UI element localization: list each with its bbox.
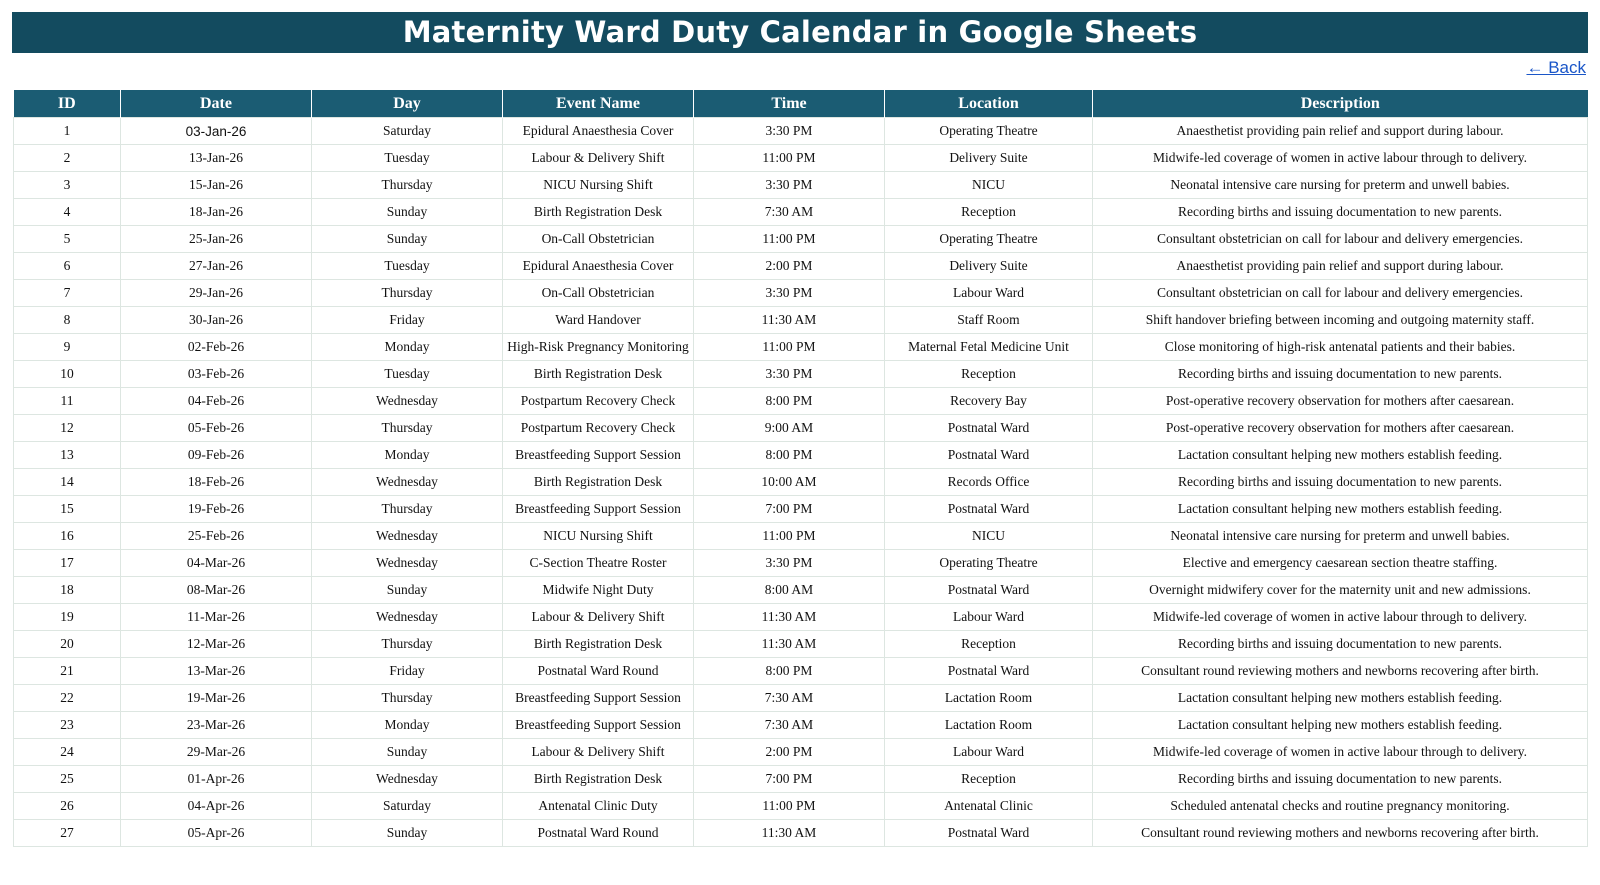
cell-id[interactable]: 6 bbox=[14, 253, 121, 280]
title-bar bbox=[12, 12, 1588, 53]
cell-date[interactable]: 19-Mar-26 bbox=[121, 685, 312, 712]
cell-date[interactable]: 05-Feb-26 bbox=[121, 415, 312, 442]
cell-id[interactable]: 19 bbox=[14, 604, 121, 631]
cell-description[interactable]: Lactation consultant helping new mothers establish feeding. bbox=[1093, 442, 1588, 469]
table-row bbox=[14, 469, 1588, 496]
cell-description[interactable]: Recording births and issuing documentation to new parents. bbox=[1093, 469, 1588, 496]
cell-description[interactable]: Lactation consultant helping new mothers establish feeding. bbox=[1093, 712, 1588, 739]
column-header-date: Date bbox=[121, 90, 312, 118]
cell-event-name[interactable]: On-Call Obstetrician bbox=[503, 226, 694, 253]
cell-description[interactable]: Recording births and issuing documentation to new parents. bbox=[1093, 361, 1588, 388]
table-row bbox=[14, 496, 1588, 523]
cell-id[interactable]: 16 bbox=[14, 523, 121, 550]
cell-id[interactable]: 18 bbox=[14, 577, 121, 604]
cell-description[interactable]: Scheduled antenatal checks and routine pregnancy monitoring. bbox=[1093, 793, 1588, 820]
cell-day[interactable]: Sunday bbox=[312, 820, 503, 847]
cell-time[interactable]: 11:00 PM bbox=[694, 793, 885, 820]
cell-id[interactable]: 15 bbox=[14, 496, 121, 523]
table-row bbox=[14, 415, 1588, 442]
cell-id[interactable]: 12 bbox=[14, 415, 121, 442]
cell-time[interactable]: 7:00 PM bbox=[694, 766, 885, 793]
cell-time[interactable]: 7:30 AM bbox=[694, 712, 885, 739]
cell-id[interactable]: 23 bbox=[14, 712, 121, 739]
cell-id[interactable]: 11 bbox=[14, 388, 121, 415]
cell-id[interactable]: 9 bbox=[14, 334, 121, 361]
cell-event-name[interactable]: Labour & Delivery Shift bbox=[503, 145, 694, 172]
cell-description[interactable]: Lactation consultant helping new mothers establish feeding. bbox=[1093, 496, 1588, 523]
cell-date[interactable]: 12-Mar-26 bbox=[121, 631, 312, 658]
table-row bbox=[14, 793, 1588, 820]
cell-location[interactable]: Postnatal Ward bbox=[885, 658, 1093, 685]
cell-id[interactable]: 25 bbox=[14, 766, 121, 793]
cell-day[interactable]: Wednesday bbox=[312, 523, 503, 550]
cell-time[interactable]: 11:30 AM bbox=[694, 604, 885, 631]
cell-day[interactable]: Thursday bbox=[312, 496, 503, 523]
cell-date[interactable]: 01-Apr-26 bbox=[121, 766, 312, 793]
table-row bbox=[14, 172, 1588, 199]
cell-day[interactable]: Sunday bbox=[312, 226, 503, 253]
cell-location[interactable]: Delivery Suite bbox=[885, 253, 1093, 280]
table-row bbox=[14, 361, 1588, 388]
column-header-event-name: Event Name bbox=[503, 90, 694, 118]
cell-description[interactable]: Shift handover briefing between incoming and outgoing maternity staff. bbox=[1093, 307, 1588, 334]
cell-day[interactable]: Wednesday bbox=[312, 604, 503, 631]
table-row bbox=[14, 334, 1588, 361]
cell-event-name[interactable]: Epidural Anaesthesia Cover bbox=[503, 253, 694, 280]
cell-date[interactable]: 30-Jan-26 bbox=[121, 307, 312, 334]
cell-event-name[interactable]: Postnatal Ward Round bbox=[503, 658, 694, 685]
cell-day[interactable]: Tuesday bbox=[312, 361, 503, 388]
cell-date[interactable]: 13-Jan-26 bbox=[121, 145, 312, 172]
cell-time[interactable]: 11:30 AM bbox=[694, 307, 885, 334]
cell-location[interactable]: Postnatal Ward bbox=[885, 820, 1093, 847]
cell-day[interactable]: Saturday bbox=[312, 793, 503, 820]
cell-event-name[interactable]: Birth Registration Desk bbox=[503, 469, 694, 496]
cell-event-name[interactable]: Midwife Night Duty bbox=[503, 577, 694, 604]
cell-time[interactable]: 8:00 AM bbox=[694, 577, 885, 604]
cell-event-name[interactable]: Birth Registration Desk bbox=[503, 199, 694, 226]
cell-event-name[interactable]: Epidural Anaesthesia Cover bbox=[503, 118, 694, 145]
cell-description[interactable]: Anaesthetist providing pain relief and support during labour. bbox=[1093, 118, 1588, 145]
cell-id[interactable]: 10 bbox=[14, 361, 121, 388]
table-row bbox=[14, 118, 1588, 145]
table-row bbox=[14, 442, 1588, 469]
cell-description[interactable]: Overnight midwifery cover for the maternity unit and new admissions. bbox=[1093, 577, 1588, 604]
cell-date[interactable]: 11-Mar-26 bbox=[121, 604, 312, 631]
cell-event-name[interactable]: Postpartum Recovery Check bbox=[503, 415, 694, 442]
cell-time[interactable]: 11:00 PM bbox=[694, 334, 885, 361]
cell-event-name[interactable]: Labour & Delivery Shift bbox=[503, 739, 694, 766]
table-row bbox=[14, 388, 1588, 415]
cell-id[interactable]: 24 bbox=[14, 739, 121, 766]
cell-date[interactable]: 09-Feb-26 bbox=[121, 442, 312, 469]
page-title: Maternity Ward Duty Calendar in Google Sheets bbox=[402, 15, 1198, 49]
cell-description[interactable]: Midwife-led coverage of women in active labour through to delivery. bbox=[1093, 739, 1588, 766]
cell-time[interactable]: 3:30 PM bbox=[694, 118, 885, 145]
column-header-time: Time bbox=[694, 90, 885, 118]
cell-time[interactable]: 7:30 AM bbox=[694, 199, 885, 226]
cell-location[interactable]: Reception bbox=[885, 631, 1093, 658]
cell-date[interactable]: 04-Feb-26 bbox=[121, 388, 312, 415]
cell-date[interactable]: 18-Jan-26 bbox=[121, 199, 312, 226]
cell-day[interactable]: Thursday bbox=[312, 631, 503, 658]
cell-event-name[interactable]: Postnatal Ward Round bbox=[503, 820, 694, 847]
cell-day[interactable]: Monday bbox=[312, 442, 503, 469]
cell-id[interactable]: 7 bbox=[14, 280, 121, 307]
cell-id[interactable]: 8 bbox=[14, 307, 121, 334]
column-header-id: ID bbox=[14, 90, 121, 118]
cell-time[interactable]: 2:00 PM bbox=[694, 253, 885, 280]
cell-date[interactable]: 05-Apr-26 bbox=[121, 820, 312, 847]
cell-time[interactable]: 9:00 AM bbox=[694, 415, 885, 442]
cell-date[interactable]: 29-Mar-26 bbox=[121, 739, 312, 766]
cell-id[interactable]: 3 bbox=[14, 172, 121, 199]
cell-date[interactable]: 13-Mar-26 bbox=[121, 658, 312, 685]
cell-time[interactable]: 7:30 AM bbox=[694, 685, 885, 712]
cell-event-name[interactable]: Birth Registration Desk bbox=[503, 631, 694, 658]
table-row bbox=[14, 766, 1588, 793]
cell-time[interactable]: 8:00 PM bbox=[694, 658, 885, 685]
table-row bbox=[14, 550, 1588, 577]
cell-day[interactable]: Tuesday bbox=[312, 145, 503, 172]
cell-id[interactable]: 5 bbox=[14, 226, 121, 253]
cell-event-name[interactable]: Birth Registration Desk bbox=[503, 766, 694, 793]
cell-day[interactable]: Tuesday bbox=[312, 253, 503, 280]
cell-day[interactable]: Friday bbox=[312, 658, 503, 685]
cell-date[interactable]: 02-Feb-26 bbox=[121, 334, 312, 361]
cell-event-name[interactable]: Birth Registration Desk bbox=[503, 361, 694, 388]
cell-time[interactable]: 11:30 AM bbox=[694, 631, 885, 658]
cell-location[interactable]: Labour Ward bbox=[885, 739, 1093, 766]
cell-date[interactable]: 27-Jan-26 bbox=[121, 253, 312, 280]
cell-location[interactable]: Recovery Bay bbox=[885, 388, 1093, 415]
cell-location[interactable]: Operating Theatre bbox=[885, 118, 1093, 145]
cell-description[interactable]: Lactation consultant helping new mothers establish feeding. bbox=[1093, 685, 1588, 712]
cell-day[interactable]: Thursday bbox=[312, 280, 503, 307]
cell-id[interactable]: 26 bbox=[14, 793, 121, 820]
cell-day[interactable]: Thursday bbox=[312, 415, 503, 442]
table-row bbox=[14, 577, 1588, 604]
cell-day[interactable]: Monday bbox=[312, 712, 503, 739]
table-row bbox=[14, 280, 1588, 307]
back-link[interactable]: ← Back bbox=[1526, 58, 1586, 77]
cell-day[interactable]: Wednesday bbox=[312, 469, 503, 496]
cell-event-name[interactable]: NICU Nursing Shift bbox=[503, 523, 694, 550]
cell-date[interactable]: 08-Mar-26 bbox=[121, 577, 312, 604]
cell-event-name[interactable]: Breastfeeding Support Session bbox=[503, 712, 694, 739]
cell-location[interactable]: Labour Ward bbox=[885, 604, 1093, 631]
cell-event-name[interactable]: Breastfeeding Support Session bbox=[503, 496, 694, 523]
cell-day[interactable]: Thursday bbox=[312, 685, 503, 712]
cell-date[interactable]: 03-Jan-26 bbox=[121, 118, 312, 145]
cell-location[interactable]: Reception bbox=[885, 361, 1093, 388]
cell-description[interactable]: Consultant obstetrician on call for labour and delivery emergencies. bbox=[1093, 280, 1588, 307]
cell-location[interactable]: Labour Ward bbox=[885, 280, 1093, 307]
cell-time[interactable]: 11:00 PM bbox=[694, 145, 885, 172]
cell-location[interactable]: Maternal Fetal Medicine Unit bbox=[885, 334, 1093, 361]
cell-description[interactable]: Post-operative recovery observation for mothers after caesarean. bbox=[1093, 388, 1588, 415]
cell-location[interactable]: NICU bbox=[885, 523, 1093, 550]
table-row bbox=[14, 523, 1588, 550]
cell-id[interactable]: 17 bbox=[14, 550, 121, 577]
cell-day[interactable]: Wednesday bbox=[312, 550, 503, 577]
cell-id[interactable]: 2 bbox=[14, 145, 121, 172]
cell-day[interactable]: Wednesday bbox=[312, 766, 503, 793]
cell-id[interactable]: 21 bbox=[14, 658, 121, 685]
cell-description[interactable]: Post-operative recovery observation for mothers after caesarean. bbox=[1093, 415, 1588, 442]
column-header-location: Location bbox=[885, 90, 1093, 118]
cell-description[interactable]: Midwife-led coverage of women in active labour through to delivery. bbox=[1093, 145, 1588, 172]
cell-day[interactable]: Monday bbox=[312, 334, 503, 361]
cell-location[interactable]: Antenatal Clinic bbox=[885, 793, 1093, 820]
cell-id[interactable]: 13 bbox=[14, 442, 121, 469]
cell-location[interactable]: Reception bbox=[885, 199, 1093, 226]
cell-date[interactable]: 04-Mar-26 bbox=[121, 550, 312, 577]
cell-date[interactable]: 23-Mar-26 bbox=[121, 712, 312, 739]
cell-location[interactable]: Delivery Suite bbox=[885, 145, 1093, 172]
cell-event-name[interactable]: NICU Nursing Shift bbox=[503, 172, 694, 199]
cell-time[interactable]: 2:00 PM bbox=[694, 739, 885, 766]
cell-event-name[interactable]: Antenatal Clinic Duty bbox=[503, 793, 694, 820]
cell-location[interactable]: Records Office bbox=[885, 469, 1093, 496]
table-row bbox=[14, 604, 1588, 631]
column-header-description: Description bbox=[1093, 90, 1588, 118]
cell-time[interactable]: 8:00 PM bbox=[694, 442, 885, 469]
cell-id[interactable]: 4 bbox=[14, 199, 121, 226]
cell-time[interactable]: 11:00 PM bbox=[694, 523, 885, 550]
cell-date[interactable]: 19-Feb-26 bbox=[121, 496, 312, 523]
table-row bbox=[14, 820, 1588, 847]
table-row bbox=[14, 685, 1588, 712]
cell-description[interactable]: Anaesthetist providing pain relief and support during labour. bbox=[1093, 253, 1588, 280]
cell-event-name[interactable]: Ward Handover bbox=[503, 307, 694, 334]
cell-description[interactable]: Close monitoring of high-risk antenatal patients and their babies. bbox=[1093, 334, 1588, 361]
cell-time[interactable]: 11:30 AM bbox=[694, 820, 885, 847]
cell-day[interactable]: Wednesday bbox=[312, 388, 503, 415]
cell-day[interactable]: Sunday bbox=[312, 199, 503, 226]
cell-location[interactable]: Lactation Room bbox=[885, 712, 1093, 739]
table-header-row bbox=[14, 90, 1588, 118]
cell-event-name[interactable]: High-Risk Pregnancy Monitoring bbox=[503, 334, 694, 361]
cell-description[interactable]: Recording births and issuing documentation to new parents. bbox=[1093, 199, 1588, 226]
cell-id[interactable]: 27 bbox=[14, 820, 121, 847]
cell-date[interactable]: 25-Jan-26 bbox=[121, 226, 312, 253]
table-row bbox=[14, 307, 1588, 334]
cell-event-name[interactable]: On-Call Obstetrician bbox=[503, 280, 694, 307]
cell-day[interactable]: Saturday bbox=[312, 118, 503, 145]
cell-day[interactable]: Sunday bbox=[312, 739, 503, 766]
cell-description[interactable]: Recording births and issuing documentation to new parents. bbox=[1093, 766, 1588, 793]
cell-event-name[interactable]: Breastfeeding Support Session bbox=[503, 442, 694, 469]
cell-description[interactable]: Elective and emergency caesarean section theatre staffing. bbox=[1093, 550, 1588, 577]
table-row bbox=[14, 253, 1588, 280]
cell-location[interactable]: Operating Theatre bbox=[885, 550, 1093, 577]
table-body bbox=[14, 118, 1588, 847]
table-row bbox=[14, 199, 1588, 226]
cell-location[interactable]: Operating Theatre bbox=[885, 226, 1093, 253]
cell-time[interactable]: 8:00 PM bbox=[694, 388, 885, 415]
cell-date[interactable]: 15-Jan-26 bbox=[121, 172, 312, 199]
cell-id[interactable]: 14 bbox=[14, 469, 121, 496]
cell-event-name[interactable]: C-Section Theatre Roster bbox=[503, 550, 694, 577]
cell-location[interactable]: NICU bbox=[885, 172, 1093, 199]
cell-description[interactable]: Neonatal intensive care nursing for preterm and unwell babies. bbox=[1093, 523, 1588, 550]
cell-time[interactable]: 3:30 PM bbox=[694, 361, 885, 388]
cell-date[interactable]: 25-Feb-26 bbox=[121, 523, 312, 550]
cell-description[interactable]: Neonatal intensive care nursing for preterm and unwell babies. bbox=[1093, 172, 1588, 199]
column-header-day: Day bbox=[312, 90, 503, 118]
cell-time[interactable]: 3:30 PM bbox=[694, 280, 885, 307]
cell-time[interactable]: 3:30 PM bbox=[694, 550, 885, 577]
cell-description[interactable]: Consultant round reviewing mothers and newborns recovering after birth. bbox=[1093, 820, 1588, 847]
cell-time[interactable]: 10:00 AM bbox=[694, 469, 885, 496]
cell-day[interactable]: Sunday bbox=[312, 577, 503, 604]
cell-location[interactable]: Postnatal Ward bbox=[885, 415, 1093, 442]
cell-location[interactable]: Staff Room bbox=[885, 307, 1093, 334]
duty-calendar-table bbox=[13, 90, 1588, 847]
table-row bbox=[14, 145, 1588, 172]
cell-id[interactable]: 22 bbox=[14, 685, 121, 712]
table-row bbox=[14, 658, 1588, 685]
table-row bbox=[14, 226, 1588, 253]
cell-description[interactable]: Consultant round reviewing mothers and newborns recovering after birth. bbox=[1093, 658, 1588, 685]
cell-event-name[interactable]: Breastfeeding Support Session bbox=[503, 685, 694, 712]
table-row bbox=[14, 631, 1588, 658]
cell-description[interactable]: Midwife-led coverage of women in active labour through to delivery. bbox=[1093, 604, 1588, 631]
cell-day[interactable]: Thursday bbox=[312, 172, 503, 199]
cell-time[interactable]: 7:00 PM bbox=[694, 496, 885, 523]
cell-event-name[interactable]: Postpartum Recovery Check bbox=[503, 388, 694, 415]
cell-date[interactable]: 03-Feb-26 bbox=[121, 361, 312, 388]
cell-location[interactable]: Postnatal Ward bbox=[885, 496, 1093, 523]
cell-date[interactable]: 18-Feb-26 bbox=[121, 469, 312, 496]
cell-time[interactable]: 3:30 PM bbox=[694, 172, 885, 199]
table-row bbox=[14, 739, 1588, 766]
cell-time[interactable]: 11:00 PM bbox=[694, 226, 885, 253]
cell-date[interactable]: 29-Jan-26 bbox=[121, 280, 312, 307]
cell-location[interactable]: Postnatal Ward bbox=[885, 442, 1093, 469]
cell-id[interactable]: 1 bbox=[14, 118, 121, 145]
cell-description[interactable]: Consultant obstetrician on call for labour and delivery emergencies. bbox=[1093, 226, 1588, 253]
cell-location[interactable]: Postnatal Ward bbox=[885, 577, 1093, 604]
cell-description[interactable]: Recording births and issuing documentation to new parents. bbox=[1093, 631, 1588, 658]
cell-id[interactable]: 20 bbox=[14, 631, 121, 658]
cell-event-name[interactable]: Labour & Delivery Shift bbox=[503, 604, 694, 631]
table-row bbox=[14, 712, 1588, 739]
cell-date[interactable]: 04-Apr-26 bbox=[121, 793, 312, 820]
cell-day[interactable]: Friday bbox=[312, 307, 503, 334]
cell-location[interactable]: Reception bbox=[885, 766, 1093, 793]
cell-location[interactable]: Lactation Room bbox=[885, 685, 1093, 712]
